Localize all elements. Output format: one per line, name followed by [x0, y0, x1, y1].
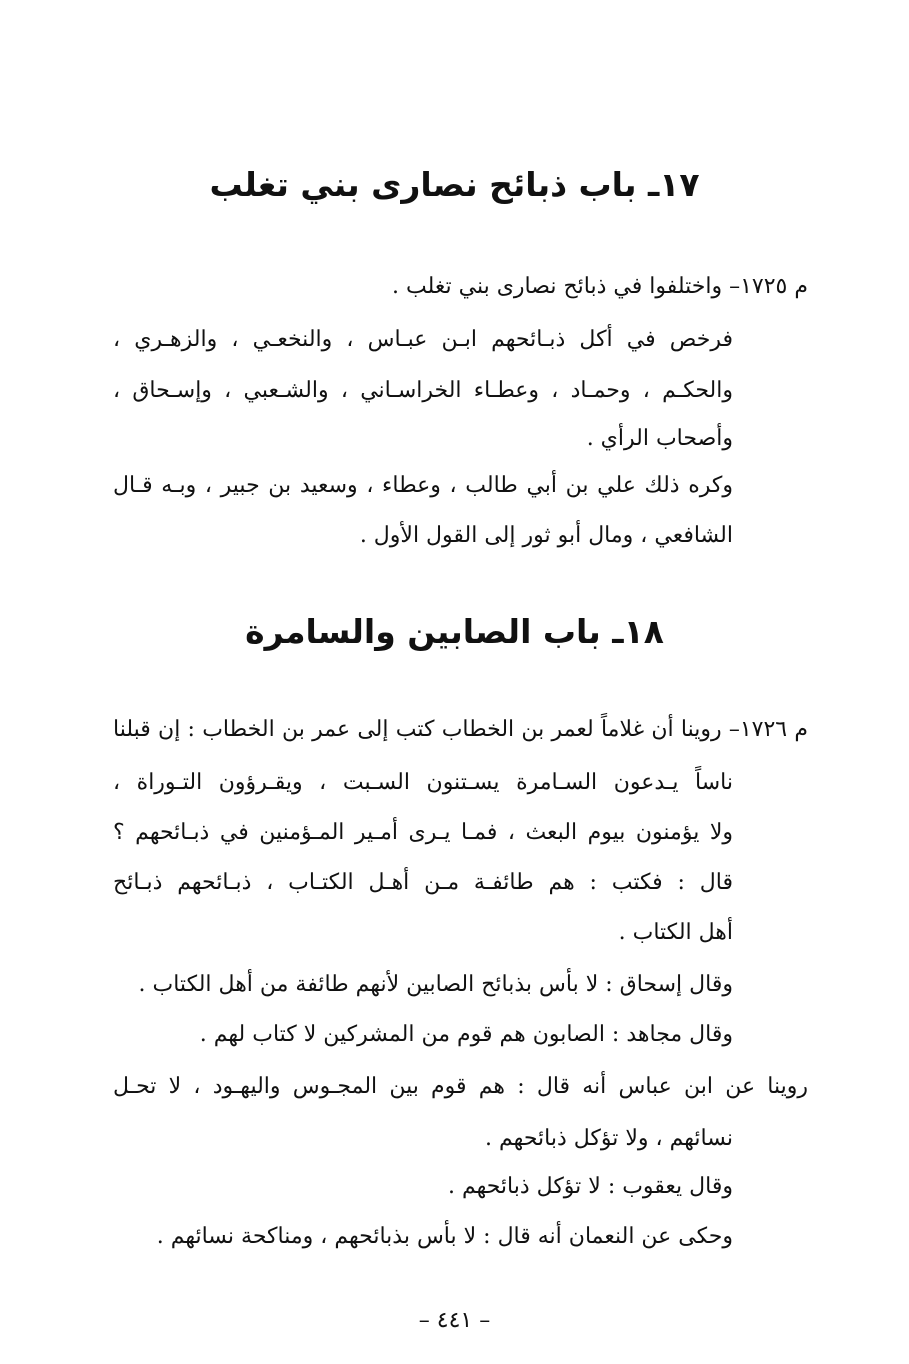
text-line: نسائهم ، ولا تؤكل ذبائحهم . [485, 1126, 733, 1151]
text-line: وحكى عن النعمان أنه قال : لا بأس بذبائحهم ، ومناكحة نسائهم . [156, 1224, 733, 1249]
text-line: ولا يؤمنون بيوم البعث ، فمـا يـرى أمـير المـؤمنين في ذبـائحهم ؟ [113, 820, 733, 845]
text-line: قال : فكتب : هم طائفـة مـن أهـل الكتـاب ، ذبـائحهم ذبـائح [113, 870, 733, 895]
text-line: وقال مجاهد : الصابون هم قوم من المشركين لا كتاب لهم . [199, 1022, 733, 1047]
text-line: وأصحاب الرأي . [586, 426, 733, 451]
section-17-heading: ١٧ـ باب ذبائح نصارى بني تغلب [209, 165, 700, 204]
text-line: أهل الكتاب . [618, 920, 733, 945]
section-18-heading: ١٨ـ باب الصابين والسامرة [245, 612, 664, 651]
text-line: وقال إسحاق : لا بأس بذبائح الصابين لأنهم طائفة من أهل الكتاب . [138, 972, 733, 997]
text-line: م ١٧٢٦– روينا أن غلاماً لعمر بن الخطاب كتب إلى عمر بن الخطاب : إن قبلنا [113, 717, 809, 742]
text-line: وقال يعقوب : لا تؤكل ذبائحهم . [447, 1174, 733, 1199]
text-line: م ١٧٢٥– واختلفوا في ذبائح نصارى بني تغلب . [392, 274, 808, 299]
text-line: والحكـم ، وحمـاد ، وعطـاء الخراسـاني ، والشـعبي ، وإسـحاق ، [113, 378, 733, 403]
page-number: – ٤٤١ – [418, 1308, 491, 1333]
text-line: وكره ذلك علي بن أبي طالب ، وعطاء ، وسعيد بن جبير ، وبـه قـال [113, 473, 733, 498]
text-line: فرخص في أكل ذبـائحهم ابـن عبـاس ، والنخعـي ، والزهـري ، [113, 327, 733, 352]
text-line: ناساً يـدعون السـامرة يسـتنون السـبت ، ويقـرؤون التـوراة ، [113, 770, 733, 795]
text-line: روينا عن ابن عباس أنه قال : هم قوم بين المجـوس واليهـود ، لا تحـل [113, 1074, 808, 1099]
text-line: الشافعي ، ومال أبو ثور إلى القول الأول . [359, 523, 733, 548]
